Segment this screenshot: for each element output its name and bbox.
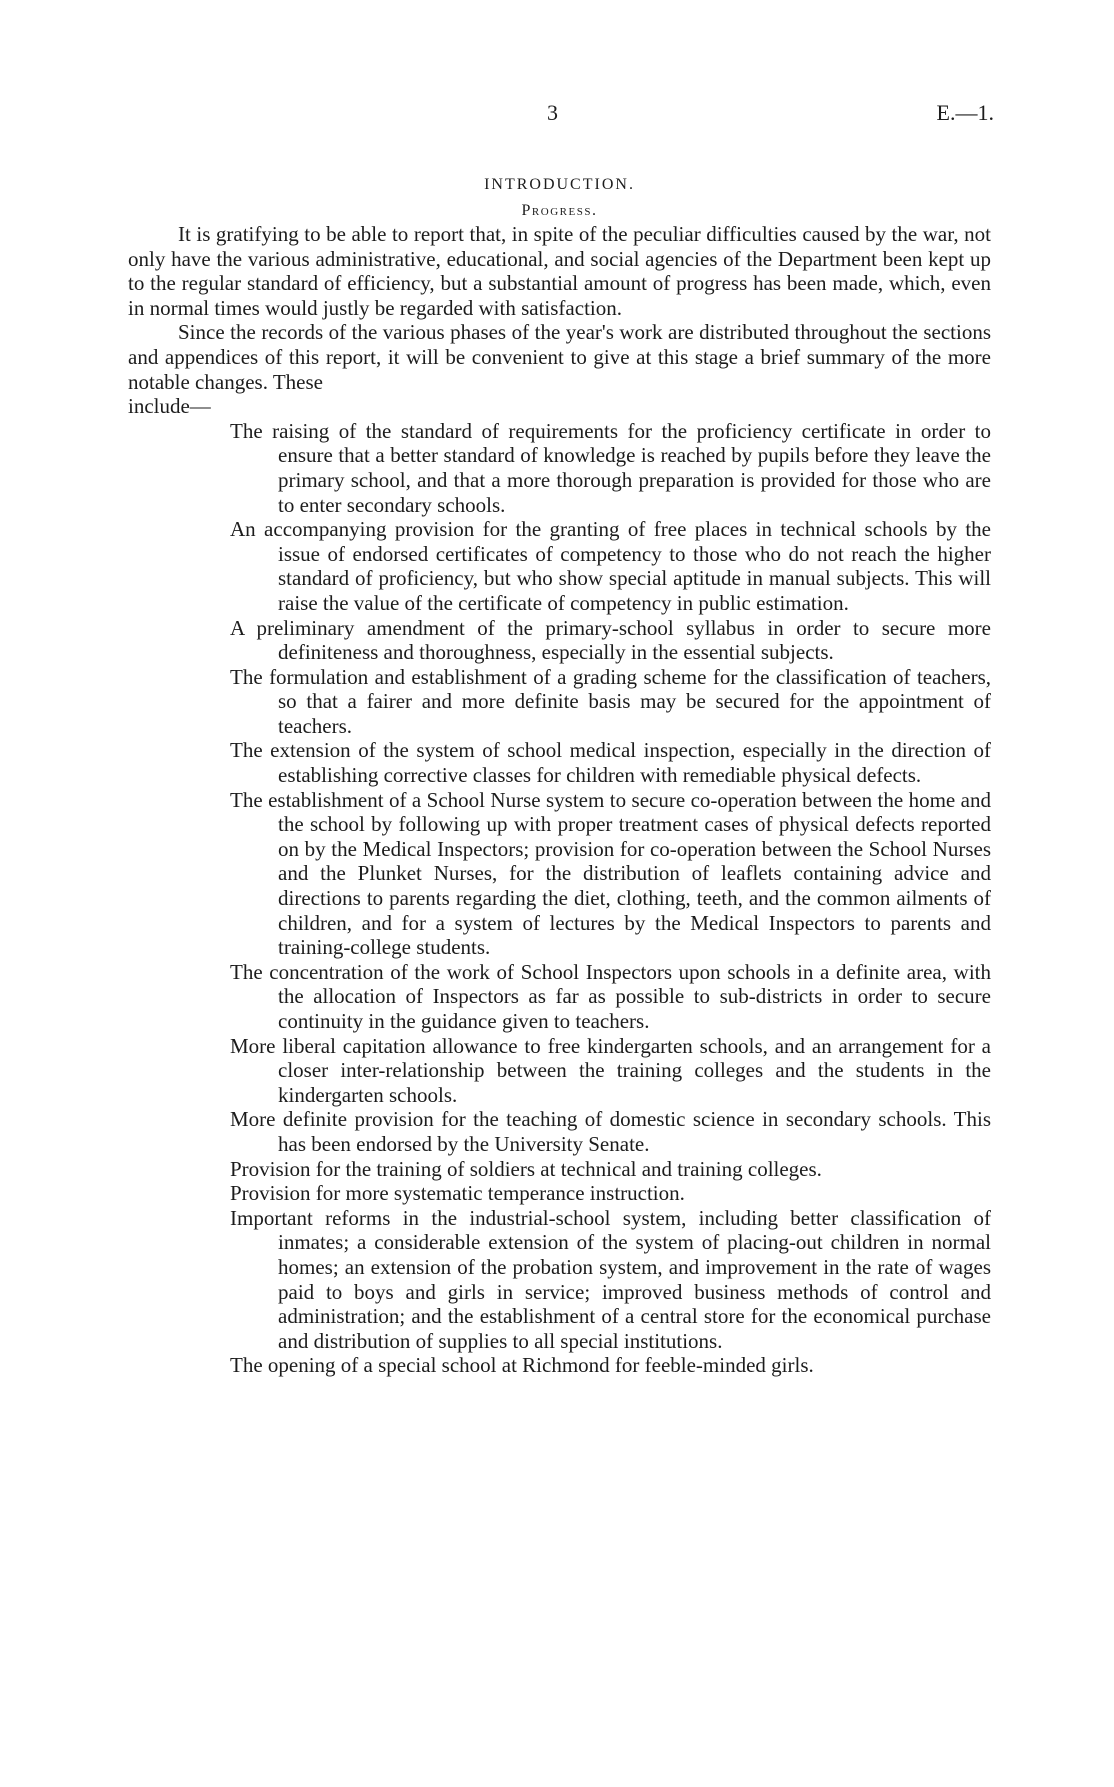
list-item: An accompanying provision for the granting of free places in technical schools by the issue of endorsed certificates of competency to those who do not reach the higher standard of proficiency, but who show special aptitude in manual subjects. This will raise the value of the certificate of competency in public estimation. bbox=[230, 517, 991, 615]
page-body bbox=[128, 174, 991, 1378]
list-item: The formulation and establishment of a grading scheme for the classification of teachers, so that a fairer and more definite basis may be secured for the appointment of teachers. bbox=[230, 664, 991, 738]
list-item: The extension of the system of school medical inspection, especially in the direction of establishing corrective classes for children with remediable physical defects. bbox=[230, 738, 991, 788]
list-item: Provision for the training of soldiers at technical and training colleges. bbox=[230, 1156, 822, 1181]
page-number: 3 bbox=[547, 100, 558, 125]
list-item: The establishment of a School Nurse system to secure co-operation between the home and the school by following up with proper treatment cases of physical defects reported on by the Medical Inspectors; provision for co-operation between the School Nurses and the Plunket Nurses, for the distribution of leaflets containing advice and directions to parents regarding the diet, clothing, teeth, and the common ailments of children, and for a system of lectures by the Medical Inspectors to parents and training-college students. bbox=[230, 787, 991, 960]
list-item: Provision for more systematic temperance instruction. bbox=[230, 1181, 685, 1206]
subsection-title: Progress. bbox=[521, 202, 598, 219]
document-reference: E.—1. bbox=[936, 100, 994, 125]
list-lead-in: include— bbox=[128, 394, 211, 419]
list-item: The concentration of the work of School Inspectors upon schools in a definite area, with the allocation of Inspectors as far as possible to sub-districts in order to secure continuity in the guidance given to teachers. bbox=[230, 959, 991, 1033]
list-item: The opening of a special school at Richmond for feeble-minded girls. bbox=[230, 1353, 814, 1378]
list-item: More definite provision for the teaching of domestic science in secondary schools. This has been endorsed by the University Senate. bbox=[230, 1107, 991, 1156]
list-item: A preliminary amendment of the primary-school syllabus in order to secure more definiteness and thoroughness, especially in the essential subjects. bbox=[230, 615, 991, 665]
changes-list bbox=[128, 419, 991, 1378]
list-item: More liberal capitation allowance to free kindergarten schools, and an arrangement for a closer inter-relationship between the training colleges and the students in the kindergarten schools. bbox=[230, 1033, 991, 1107]
list-item: Important reforms in the industrial-school system, including better classification of inmates; a considerable extension of the system of placing-out children in normal homes; an extension of the probation system, and improvement in the rate of wages paid to boys and girls in service; improved business methods of control and administration; and the establishment of a central store for the economical purchase and distribution of supplies to all special institutions. bbox=[230, 1205, 991, 1353]
paragraph-summary: Since the records of the various phases of the year's work are distributed throughout the sections and appendices of this report, it will be convenient to give at this stage a brief summary of the more notable changes. These bbox=[128, 320, 991, 394]
page-header bbox=[0, 100, 1114, 130]
list-item: The raising of the standard of requirements for the proficiency certificate in order to ensure that a better standard of knowledge is reached by pupils before they leave the primary school, and that a more thorough preparation is provided for those who are to enter secondary schools. bbox=[230, 418, 991, 517]
paragraph-progress: It is gratifying to be able to report that, in spite of the peculiar difficulties caused by the war, not only have the various administrative, educational, and social agencies of the Department been kept up to the regular standard of efficiency, but a substantial amount of progress has been made, which, even in normal times would justly be regarded with satisfaction. bbox=[128, 222, 991, 320]
section-title: INTRODUCTION. bbox=[484, 176, 635, 193]
